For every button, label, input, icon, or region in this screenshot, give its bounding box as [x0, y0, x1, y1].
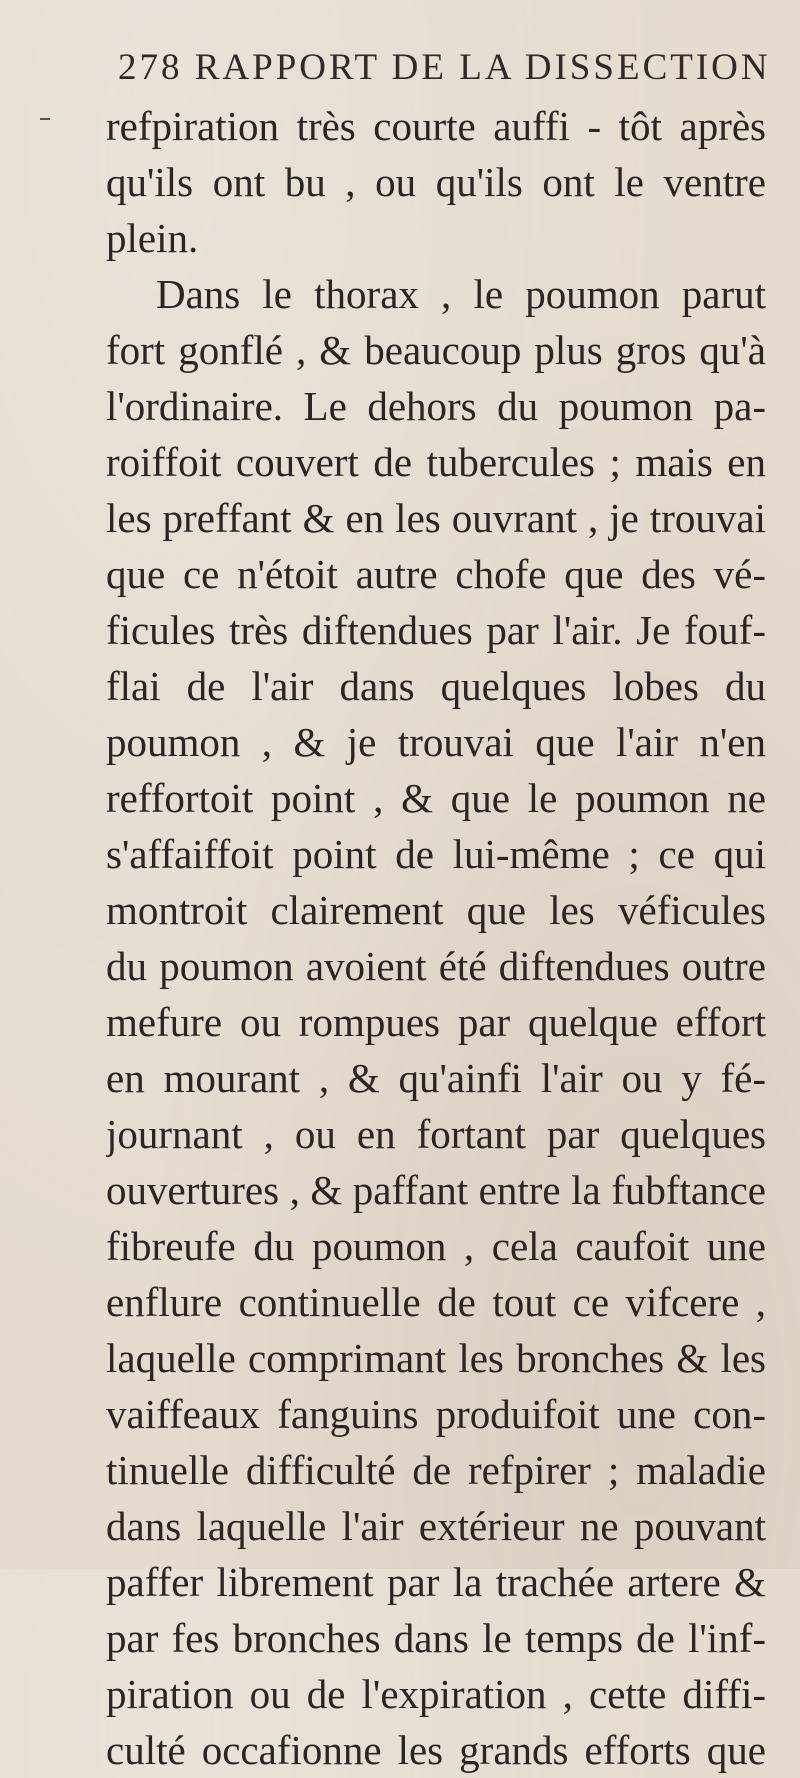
body-text	[106, 98, 766, 1778]
text-line: Dans le thorax , le poumon parut	[156, 271, 766, 317]
text-line: vaiffeaux fanguins produifoit une con-	[106, 1391, 766, 1437]
text-line: reffortoit point , & que le poumon ne	[106, 775, 766, 821]
margin-mark	[40, 118, 50, 120]
text-line: enflure continuelle de tout ce vifcere ,	[106, 1279, 766, 1325]
text-line: refpiration très courte auffi - tôt après	[106, 103, 766, 149]
text-line: tinuelle difficulté de refpirer ; maladie	[106, 1447, 766, 1493]
text-line: paffer librement par la trachée artere &	[106, 1559, 766, 1605]
text-line: ficules très diftendues par l'air. Je fouf-	[106, 607, 766, 653]
text-line: les preffant & en les ouvrant , je trouvai	[106, 495, 766, 541]
text-line: qu'ils ont bu , ou qu'ils ont le ventre	[106, 159, 766, 205]
text-line: montroit clairement que les véficules	[106, 887, 766, 933]
text-line: fibreufe du poumon , cela caufoit une	[106, 1223, 766, 1269]
text-line: roiffoit couvert de tubercules ; mais en	[106, 439, 766, 485]
text-line: s'affaiffoit point de lui-même ; ce qui	[106, 831, 766, 877]
text-line: plein.	[106, 215, 199, 261]
running-head: 278 RAPPORT DE LA DISSECTION	[118, 47, 771, 88]
text-line: dans laquelle l'air extérieur ne pouvant	[106, 1503, 766, 1549]
text-line: poumon , & je trouvai que l'air n'en	[106, 719, 766, 765]
text-line: par fes bronches dans le temps de l'inf-	[106, 1615, 766, 1661]
text-line: en mourant , & qu'ainfi l'air ou y fé-	[106, 1055, 766, 1101]
text-line: ouvertures , & paffant entre la fubftance	[106, 1167, 766, 1213]
text-line: laquelle comprimant les bronches & les	[106, 1335, 766, 1381]
text-line: l'ordinaire. Le dehors du poumon pa-	[106, 383, 766, 429]
text-line: piration ou de l'expiration , cette diffi-	[106, 1671, 766, 1717]
text-line: du poumon avoient été diftendues outre	[106, 943, 766, 989]
text-line: journant , ou en fortant par quelques	[106, 1111, 766, 1157]
text-line: que ce n'étoit autre chofe que des vé-	[106, 551, 766, 597]
text-line: culté occafionne les grands efforts que	[106, 1727, 766, 1773]
text-line: mefure ou rompues par quelque effort	[106, 999, 766, 1045]
text-line: fort gonflé , & beaucoup plus gros qu'à	[106, 327, 766, 373]
text-line: flai de l'air dans quelques lobes du	[106, 663, 766, 709]
